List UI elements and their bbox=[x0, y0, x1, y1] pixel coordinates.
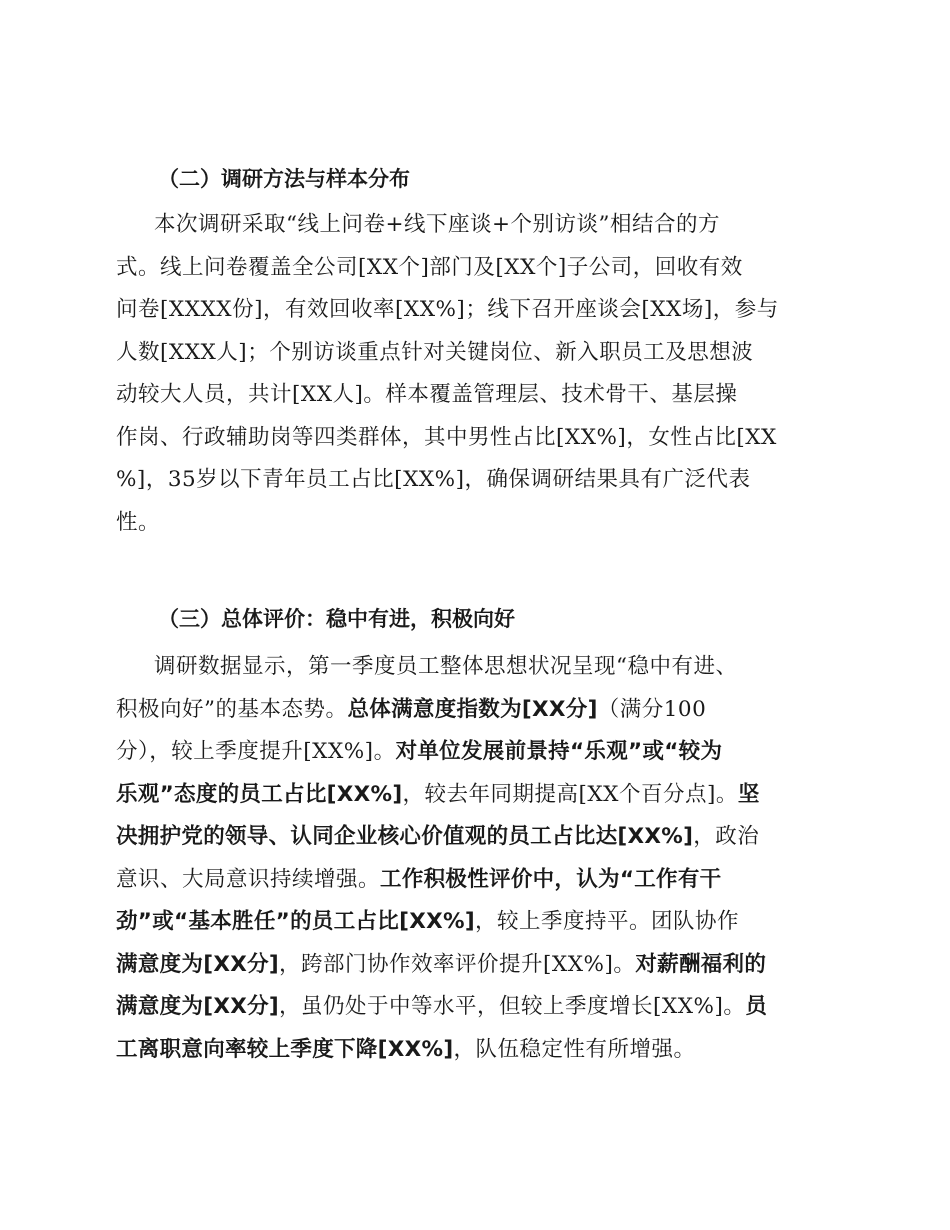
paragraph-line: 问卷[XXXX份]，有效回收率[XX%]；线下召开座谈会[XX场]，参与 bbox=[116, 297, 779, 322]
text-run: 分），较上季度提升[XX%]。 bbox=[116, 739, 396, 764]
bold-text-run: 满意度为[XX分] bbox=[116, 951, 280, 977]
bold-text-run: 工作积极性评价中，认为“工作有干 bbox=[380, 866, 722, 892]
bold-text-run: 工离职意向率较上季度下降[XX%] bbox=[116, 1036, 454, 1062]
methods-paragraph bbox=[116, 204, 846, 544]
bold-text-run: 决拥护党的领导、认同企业核心价值观的员工占比达[XX%] bbox=[116, 824, 694, 849]
paragraph-line: 性。 bbox=[116, 509, 161, 535]
paragraph-line bbox=[116, 689, 846, 732]
bold-text-run: 满意度为[XX分] bbox=[116, 994, 280, 1019]
paragraph-line bbox=[116, 859, 846, 902]
text-run: ，队伍稳定性有所增强。 bbox=[453, 1036, 696, 1062]
text-run: ，较上季度持平。团队协作 bbox=[474, 909, 739, 934]
paragraph-line bbox=[116, 1029, 846, 1072]
paragraph-line: 人数[XXX人]；个别访谈重点针对关键岗位、新入职员工及思想波 bbox=[116, 339, 754, 365]
paragraph-line: 本次调研采取“线上问卷+线下座谈+个别访谈”相结合的方 bbox=[154, 212, 721, 237]
section-heading-methods: （二）调研方法与样本分布 bbox=[158, 167, 410, 191]
bold-text-run: 员 bbox=[745, 994, 768, 1019]
paragraph-line bbox=[116, 731, 846, 774]
paragraph-line bbox=[116, 944, 846, 987]
bold-text-run: 对单位发展前景持“乐观”或“较为 bbox=[395, 739, 723, 764]
paragraph-line bbox=[116, 986, 846, 1029]
paragraph-line: 作岗、行政辅助岗等四类群体，其中男性占比[XX%]，女性占比[XX bbox=[116, 424, 777, 450]
paragraph-line: 调研数据显示，第一季度员工整体思想状况呈现“稳中有进、 bbox=[154, 654, 738, 679]
bold-text-run: 乐观”态度的员工占比[XX%] bbox=[116, 781, 403, 807]
bold-text-run: 总体满意度指数为[XX分] bbox=[347, 696, 598, 722]
text-run: ，政治 bbox=[693, 824, 760, 849]
paragraph-line: 式。线上问卷覆盖全公司[XX个]部门及[XX个]子公司，回收有效 bbox=[116, 254, 743, 280]
text-run: 意识、大局意识持续增强。 bbox=[116, 866, 381, 892]
section-heading-overall-evaluation: （三）总体评价：稳中有进，积极向好 bbox=[158, 607, 515, 631]
paragraph-line bbox=[116, 901, 846, 944]
paragraph-line: %]，35岁以下青年员工占比[XX%]，确保调研结果具有广泛代表 bbox=[116, 467, 751, 492]
paragraph-line bbox=[116, 774, 846, 817]
text-run: （满分100 bbox=[597, 696, 707, 722]
text-run: 积极向好”的基本态势。 bbox=[116, 696, 348, 722]
bold-text-run: 对薪酬福利的 bbox=[635, 951, 767, 977]
paragraph-line bbox=[116, 816, 846, 859]
paragraph-line: 动较大人员，共计[XX人]。样本覆盖管理层、技术骨干、基层操 bbox=[116, 382, 738, 407]
text-run: ，虽仍处于中等水平，但较上季度增长[XX%]。 bbox=[279, 994, 746, 1019]
evaluation-paragraph bbox=[116, 646, 846, 1071]
text-run: ，跨部门协作效率评价提升[XX%]。 bbox=[279, 951, 636, 977]
bold-text-run: 劲”或“基本胜任”的员工占比[XX%] bbox=[116, 909, 475, 934]
text-run: ，较去年同期提高[XX个百分点]。 bbox=[402, 781, 738, 807]
bold-text-run: 坚 bbox=[737, 781, 760, 807]
